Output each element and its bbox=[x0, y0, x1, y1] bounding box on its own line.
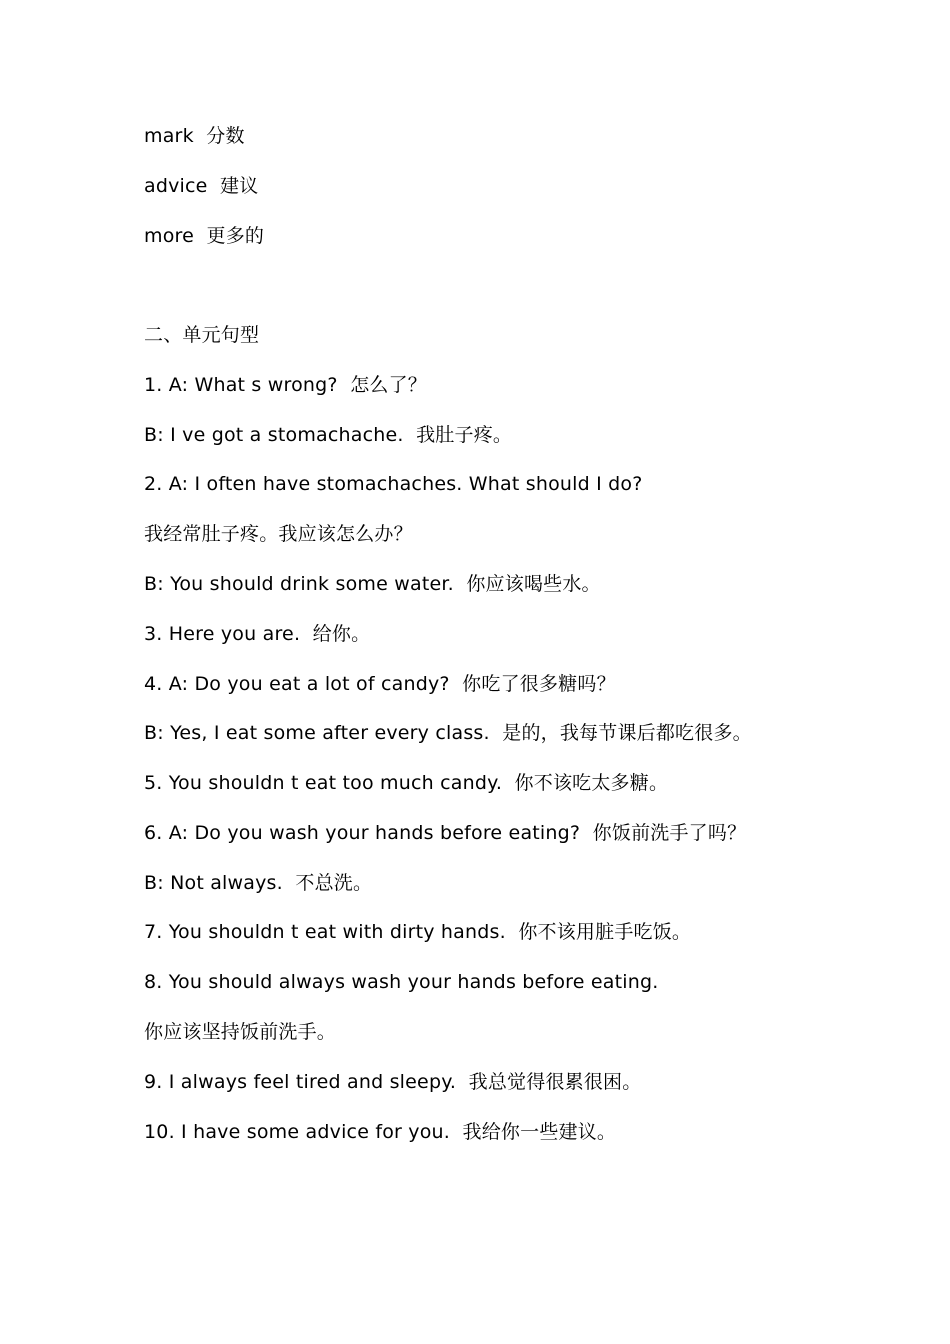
vocab-item-advice: advice 建议 bbox=[144, 175, 259, 197]
sentence-line: 4. A: Do you eat a lot of candy? 你吃了很多糖吗？ bbox=[144, 673, 616, 695]
section-heading: 二、单元句型 bbox=[144, 324, 260, 346]
vocab-item-more: more 更多的 bbox=[144, 225, 265, 247]
sentence-line: 10. I have some advice for you. 我给你一些建议。 bbox=[144, 1121, 617, 1143]
sentence-line: 8. You should always wash your hands before eating. bbox=[144, 971, 659, 993]
sentence-line: 1. A: What s wrong? 怎么了？ bbox=[144, 374, 427, 396]
sentence-line: B: Not always. 不总洗。 bbox=[144, 872, 373, 894]
sentence-line: B: You should drink some water. 你应该喝些水。 bbox=[144, 573, 601, 595]
sentence-line: 9. I always feel tired and sleepy. 我总觉得很累很困。 bbox=[144, 1071, 642, 1093]
sentence-line: B: Yes, I eat some after every class. 是的，我每节课后都吃很多。 bbox=[144, 722, 752, 744]
sentence-line: 你应该坚持饭前洗手。 bbox=[144, 1021, 337, 1043]
vocab-item-mark: mark 分数 bbox=[144, 125, 245, 147]
sentence-line: 3. Here you are. 给你。 bbox=[144, 623, 371, 645]
sentence-line: 6. A: Do you wash your hands before eating? 你饭前洗手了吗？ bbox=[144, 822, 747, 844]
sentence-line: 2. A: I often have stomachaches. What should I do? bbox=[144, 473, 643, 495]
sentence-line: 我经常肚子疼。我应该怎么办？ bbox=[144, 523, 413, 545]
sentence-line: B: I ve got a stomachache. 我肚子疼。 bbox=[144, 424, 513, 446]
sentence-line: 7. You shouldn t eat with dirty hands. 你不该用脏手吃饭。 bbox=[144, 921, 692, 943]
sentence-line: 5. You shouldn t eat too much candy. 你不该吃太多糖。 bbox=[144, 772, 669, 794]
